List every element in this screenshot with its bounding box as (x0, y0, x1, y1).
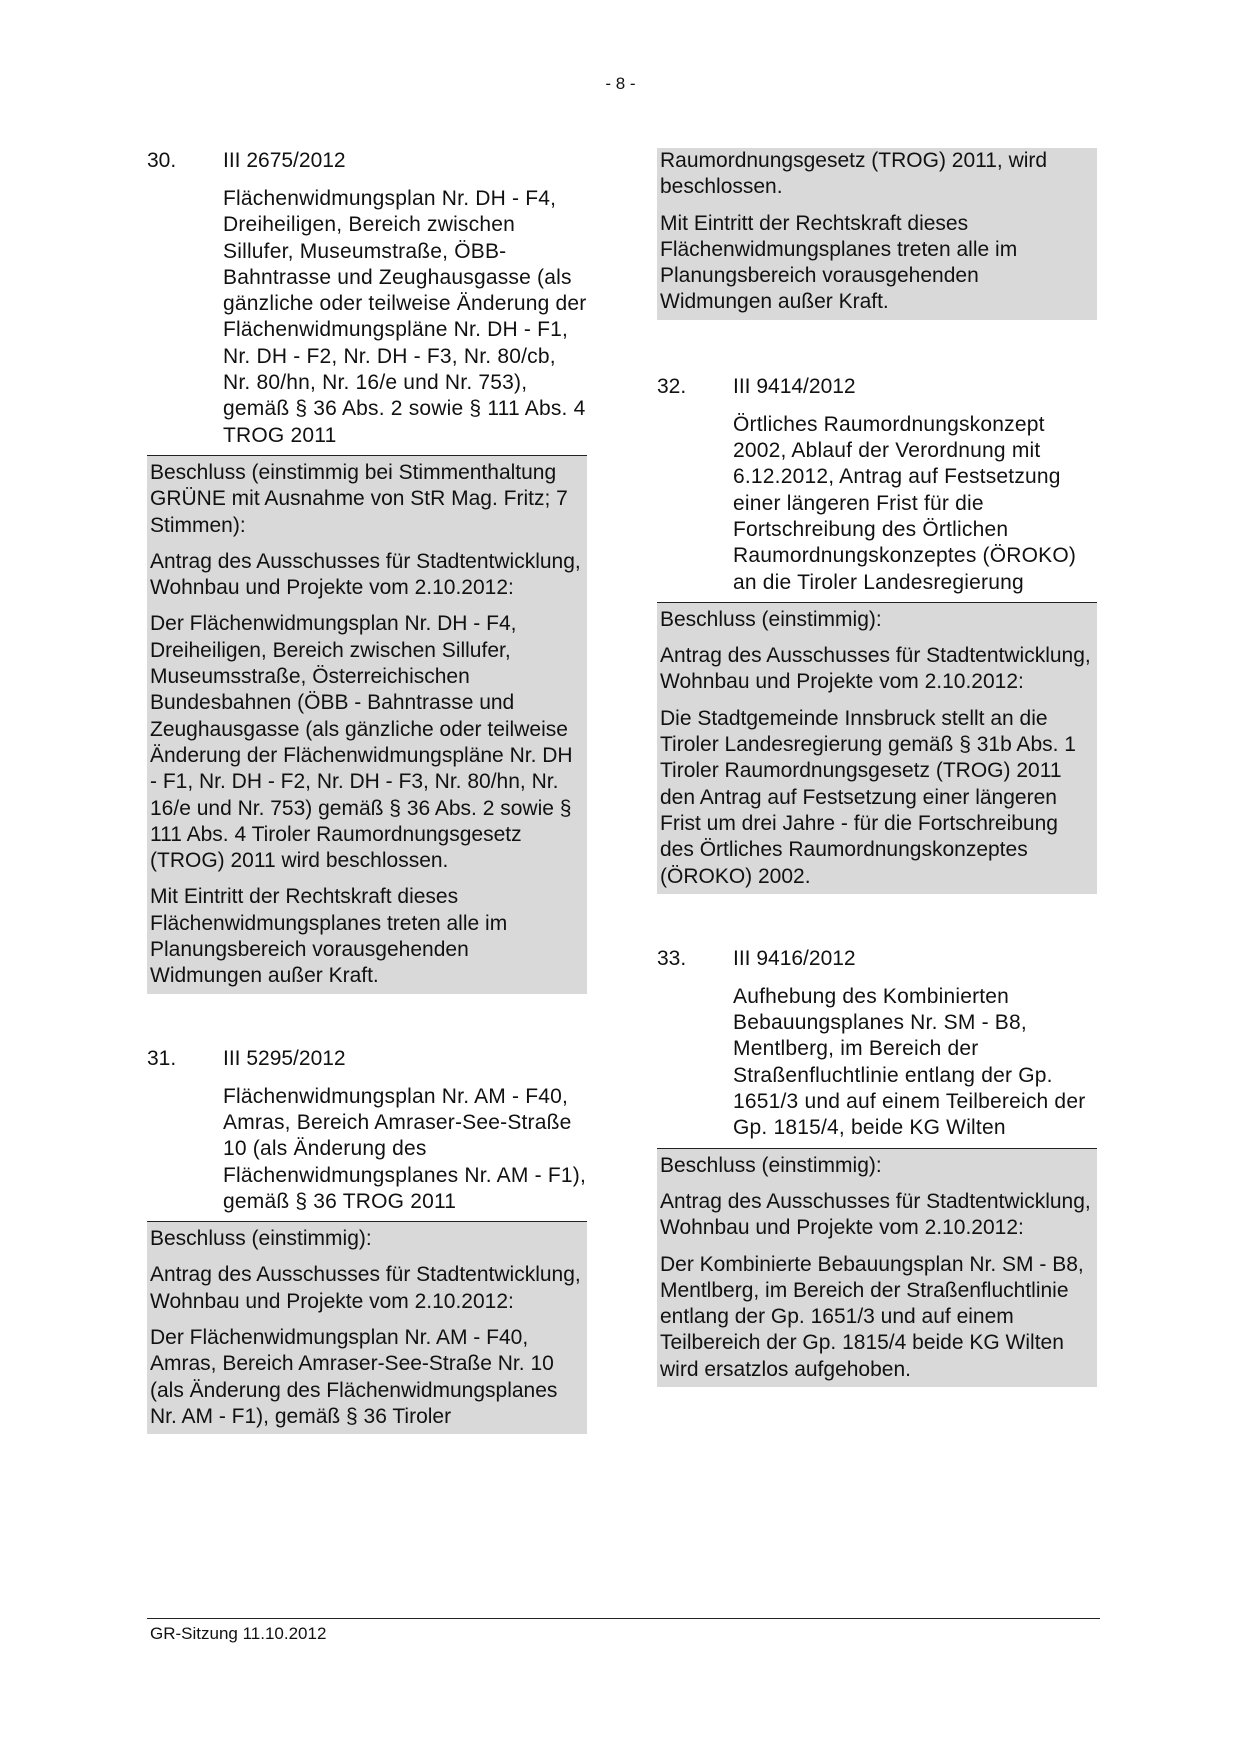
item-number: 33. (657, 946, 687, 970)
item-header (147, 1046, 587, 1072)
resolution-label: Beschluss (einstimmig): (660, 607, 882, 631)
item-title: Flächenwidmungsplan Nr. AM - F40, Amras, Bereich Amraser-See-Straße 10 (als Änderung des Flächenwidmungsplanes Nr. AM - F1), gemäß § 36 TROG 2011 (147, 1084, 587, 1222)
agenda-item-31 (147, 1046, 587, 1435)
agenda-item-30 (147, 148, 587, 994)
item-title: Örtliches Raumordnungskonzept 2002, Ablauf der Verordnung mit 6.12.2012, Antrag auf Festsetzung einer längeren Frist für die Fortschreibung des Örtlichen Raumordnungskonzeptes (ÖROKO) an die Tiroler Landesregierung (657, 412, 1097, 603)
footer-divider (147, 1618, 1100, 1619)
agenda-item-32 (657, 374, 1097, 894)
legal-effect-text: Mit Eintritt der Rechtskraft dieses Flächenwidmungsplanes treten alle im Planungsbereich vorausgehenden Widmungen außer Kraft. (660, 211, 1018, 314)
item-reference: III 5295/2012 (223, 1046, 346, 1070)
resolution-text: Die Stadtgemeinde Innsbruck stellt an die Tiroler Landesregierung gemäß § 31b Abs. 1 Tiroler Raumordnungsgesetz (TROG) 2011 den Antrag auf Festsetzung einer längeren Frist um drei Jahre - für die Fortschreibung des Örtliches Raumordnungskonzeptes (ÖROKO) 2002. (660, 706, 1076, 888)
item-reference: III 9414/2012 (733, 374, 856, 398)
item-header (657, 946, 1097, 972)
resolution-text: Der Flächenwidmungsplan Nr. DH - F4, Dreiheiligen, Bereich zwischen Sillufer, Museumsstraße, Österreichischen Bundesbahnen (ÖBB - Bahntrasse und Zeughausgasse (als gänzliche oder teilweise Änderung der Flächenwidmungspläne Nr. DH - F1, Nr. DH - F2, Nr. DH - F3, Nr. 80/hn, Nr. 16/e und Nr. 753) gemäß § 36 Abs. 2 sowie § 111 Abs. 4 Tiroler Raumordnungsgesetz (TROG) 2011 wird beschlossen. (150, 612, 573, 873)
continuation-box (657, 148, 1097, 320)
resolution-text: Der Kombinierte Bebauungsplan Nr. SM - B8, Mentlberg, im Bereich der Straßenfluchtlinie entlang der Gp. 1651/3 und auf einem Teilbereich der Gp. 1815/4 beide KG Wilten wird ersatzlos aufgehoben. (660, 1252, 1084, 1381)
legal-effect-text: Mit Eintritt der Rechtskraft dieses Flächenwidmungsplanes treten alle im Planungsbereich vorausgehenden Widmungen außer Kraft. (150, 885, 508, 988)
motion-text: Antrag des Ausschusses für Stadtentwicklung, Wohnbau und Projekte vom 2.10.2012: (660, 644, 1091, 694)
right-column (657, 148, 1097, 1439)
page-number: - 8 - (605, 74, 636, 93)
resolution-label: Beschluss (einstimmig): (150, 1227, 372, 1251)
item-reference: III 9416/2012 (733, 946, 856, 970)
item-number: 32. (657, 374, 687, 398)
resolution-box (147, 1222, 587, 1434)
item-number: 30. (147, 149, 177, 172)
item-header (657, 374, 1097, 400)
motion-text: Antrag des Ausschusses für Stadtentwicklung, Wohnbau und Projekte vom 2.10.2012: (150, 549, 581, 600)
item-number: 31. (147, 1046, 177, 1070)
item-title: Aufhebung des Kombinierten Bebauungsplanes Nr. SM - B8, Mentlberg, im Bereich der Straßenfluchtlinie entlang der Gp. 1651/3 und auf einem Teilbereich der Gp. 1815/4, beide KG Wilten (657, 984, 1097, 1149)
resolution-box (657, 603, 1097, 894)
motion-text: Antrag des Ausschusses für Stadtentwicklung, Wohnbau und Projekte vom 2.10.2012: (150, 1263, 581, 1313)
item-header (147, 148, 587, 174)
agenda-item-33 (657, 946, 1097, 1387)
resolution-label: Beschluss (einstimmig bei Stimmenthaltung GRÜNE mit Ausnahme von StR Mag. Fritz; 7 Stimmen): (150, 460, 568, 537)
motion-text: Antrag des Ausschusses für Stadtentwicklung, Wohnbau und Projekte vom 2.10.2012: (660, 1189, 1091, 1240)
resolution-label: Beschluss (einstimmig): (660, 1153, 882, 1177)
left-column (147, 148, 587, 1486)
resolution-box (657, 1149, 1097, 1387)
item-reference: III 2675/2012 (223, 149, 346, 172)
resolution-box (147, 456, 587, 994)
footer-text: GR-Sitzung 11.10.2012 (150, 1624, 327, 1643)
resolution-text: Der Flächenwidmungsplan Nr. AM - F40, Amras, Bereich Amraser-See-Straße Nr. 10 (als Änderung des Flächenwidmungsplanes Nr. AM - F1), gemäß § 36 Tiroler (150, 1325, 558, 1428)
item-title: Flächenwidmungsplan Nr. DH - F4, Dreiheiligen, Bereich zwischen Sillufer, Museumstraße, ÖBB-Bahntrasse und Zeughausgasse (als gänzliche oder teilweise Änderung der Flächenwidmungspläne Nr. DH - F1, Nr. DH - F2, Nr. DH - F3, Nr. 80/cb, Nr. 80/hn, Nr. 16/e und Nr. 753), gemäß § 36 Abs. 2 sowie § 111 Abs. 4 TROG 2011 (147, 186, 587, 456)
continuation-text: Raumordnungsgesetz (TROG) 2011, wird beschlossen. (660, 149, 1048, 199)
